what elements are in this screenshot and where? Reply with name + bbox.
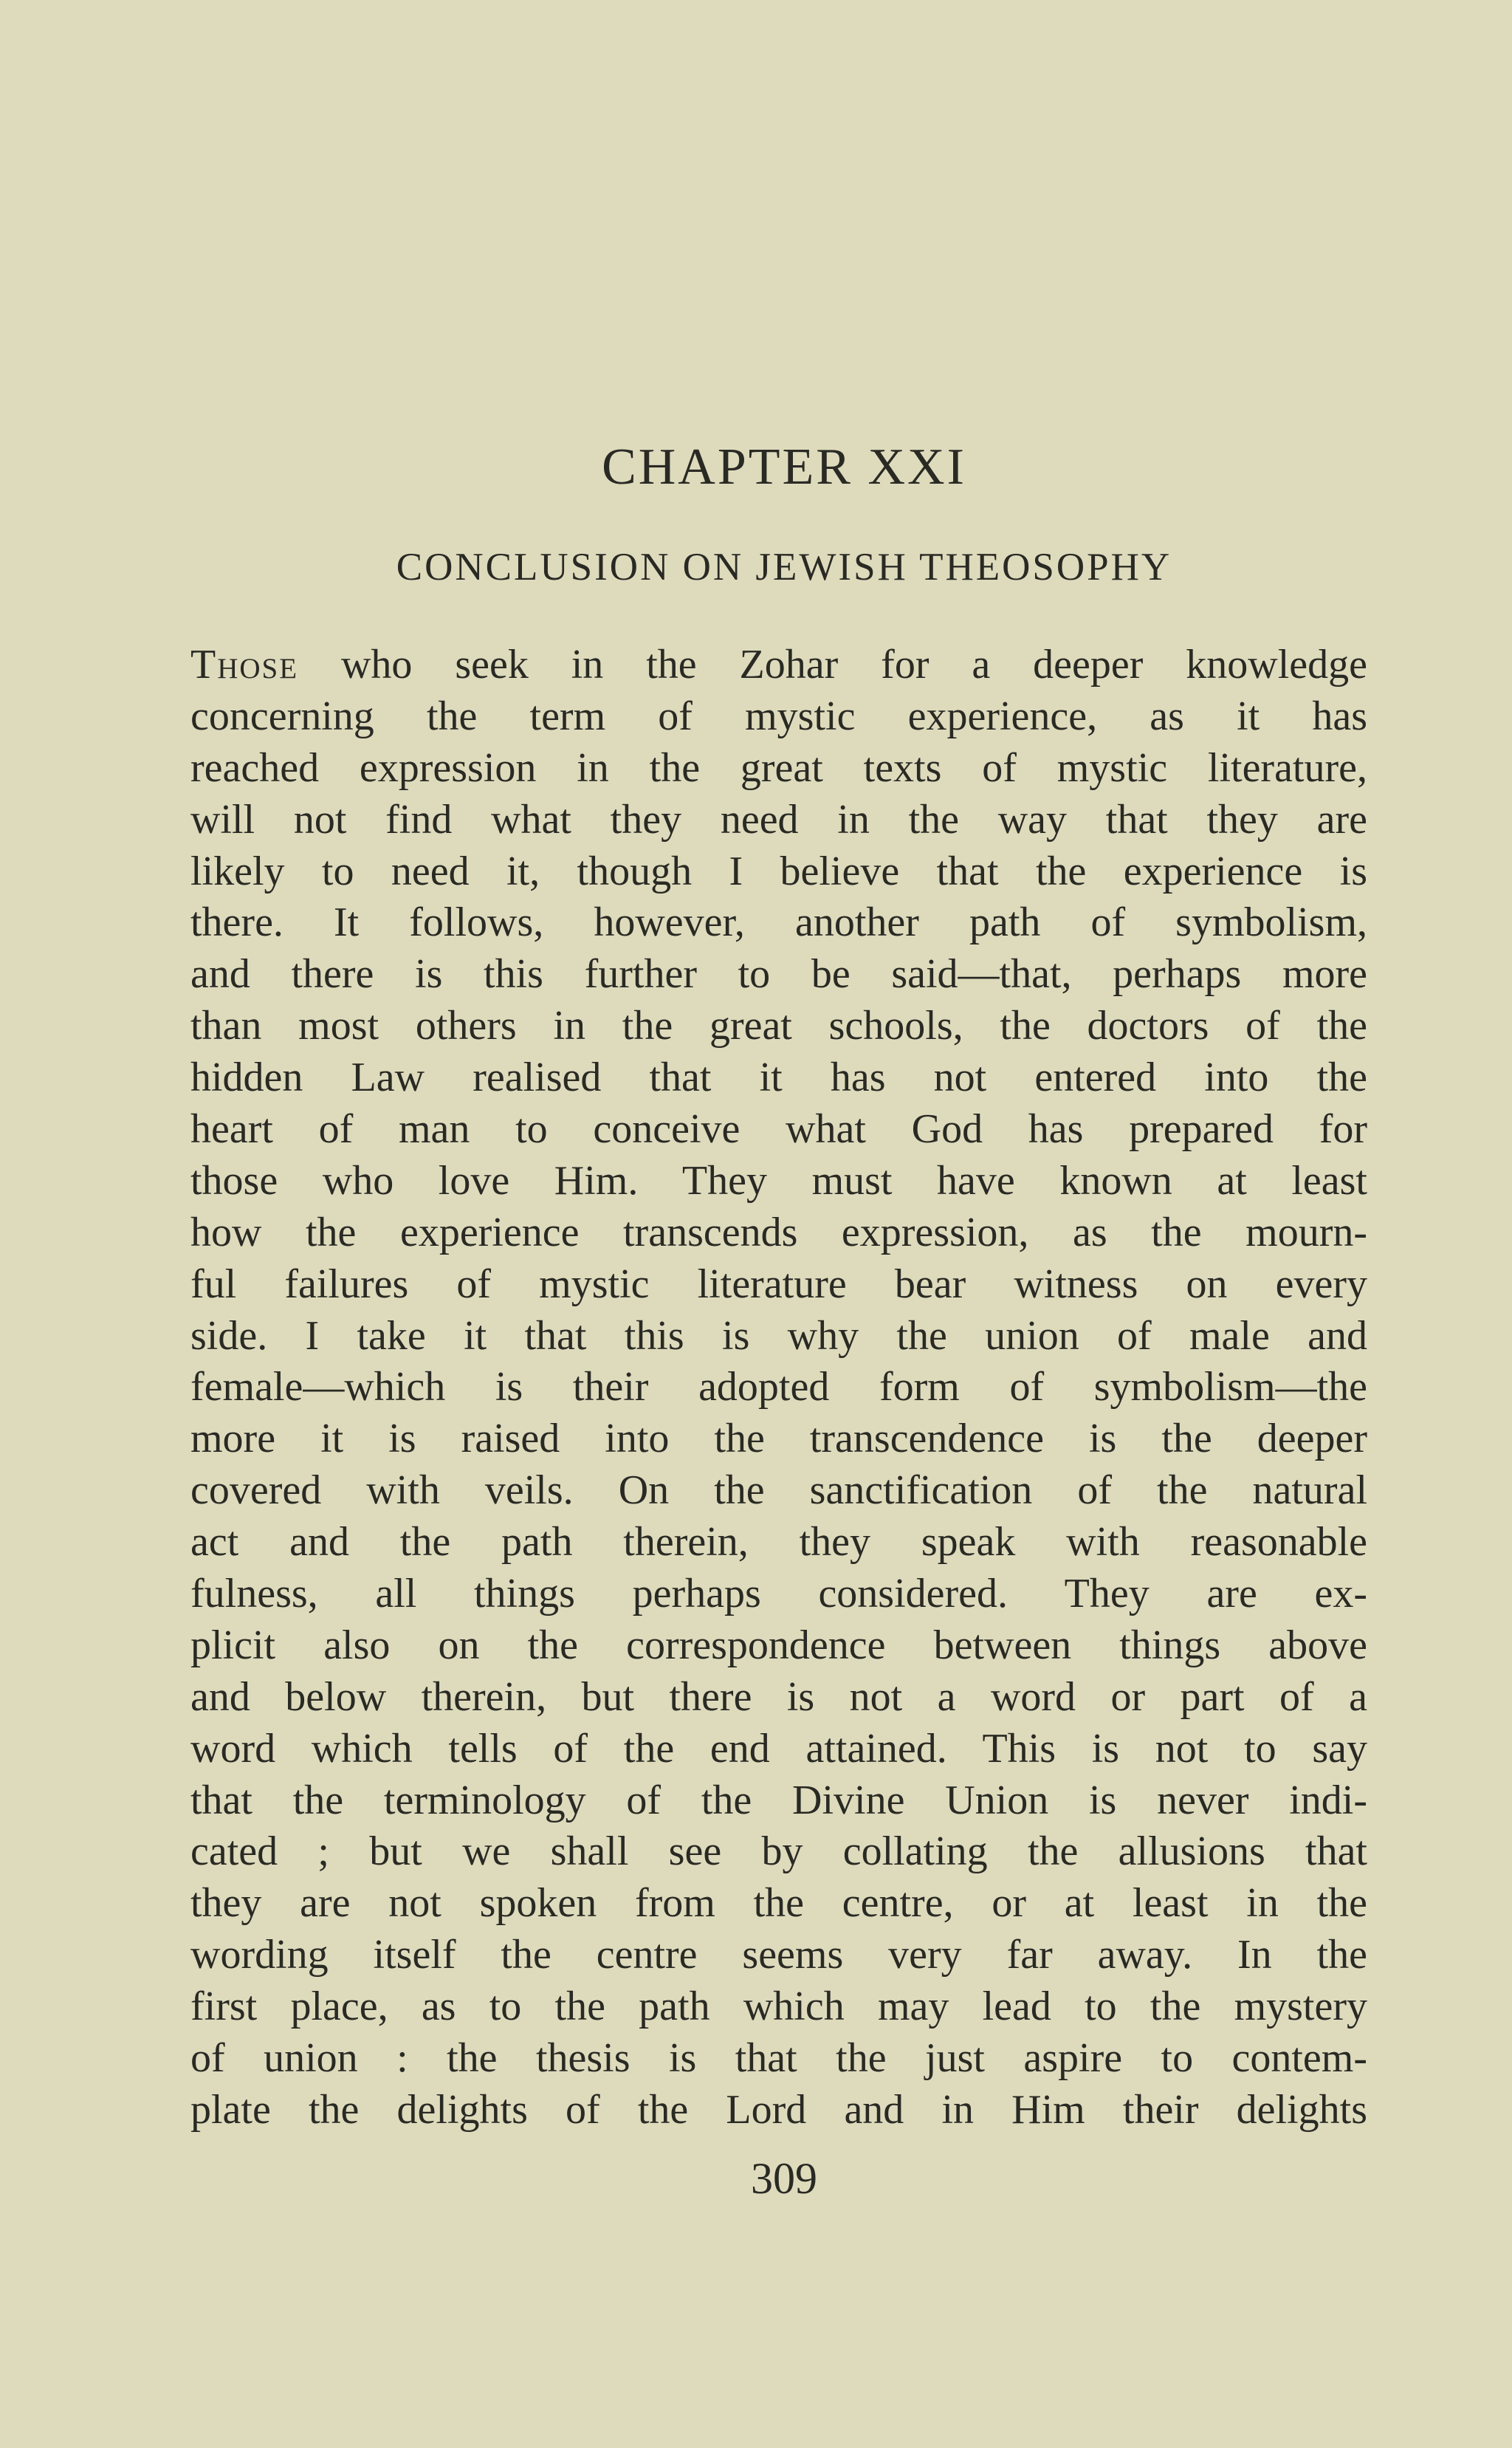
text-line: female—which is their adopted form of symbolism—the: [190, 1364, 1367, 1410]
chapter-title: CHAPTER XXI: [602, 439, 966, 496]
text-line: covered with veils. On the sanctification of the natural: [190, 1467, 1367, 1514]
text-line: than most others in the great schools, the doctors of the: [190, 1003, 1367, 1049]
text-line: that the terminology of the Divine Union is never indi-: [190, 1777, 1367, 1823]
text-line: of union : the thesis is that the just aspire to contem-: [190, 2035, 1367, 2082]
text-line: word which tells of the end attained. This is not to say: [190, 1725, 1367, 1772]
opening-word: Those: [190, 642, 299, 688]
text-line: reached expression in the great texts of mystic literature,: [190, 744, 1367, 791]
text-line: heart of man to conceive what God has prepared for: [190, 1106, 1367, 1153]
text-line: concerning the term of mystic experience, as it has: [190, 693, 1367, 739]
text-line: fulness, all things perhaps considered. They are ex-: [190, 1571, 1367, 1617]
text-line: more it is raised into the transcendence is the deeper: [190, 1416, 1367, 1462]
text-line: first place, as to the path which may lead to the mystery: [190, 1984, 1367, 2030]
chapter-subtitle: CONCLUSION ON JEWISH THEOSOPHY: [396, 546, 1172, 589]
text-line: will not find what they need in the way that they are: [190, 796, 1367, 843]
text-line: plate the delights of the Lord and in Him their delights: [190, 2086, 1367, 2133]
text-line: how the experience transcends expression, as the mourn-: [190, 1209, 1367, 1255]
body-text: [190, 640, 1367, 2136]
text-line: plicit also on the correspondence between things above: [190, 1622, 1367, 1668]
text-line: and there is this further to be said—that, perhaps more: [190, 951, 1367, 998]
text-line: ful failures of mystic literature bear witness on every: [190, 1261, 1367, 1307]
text-line: there. It follows, however, another path of symbolism,: [190, 899, 1367, 946]
text-line: side. I take it that this is why the union of male and: [190, 1312, 1367, 1359]
text-line: hidden Law realised that it has not entered into the: [190, 1055, 1367, 1101]
text-line: likely to need it, though I believe that the experience is: [190, 848, 1367, 894]
text-line: they are not spoken from the centre, or at least in the: [190, 1880, 1367, 1927]
text-line: and below therein, but there is not a word or part of a: [190, 1673, 1367, 1720]
page-number: 309: [751, 2154, 817, 2203]
text-line: cated ; but we shall see by collating the allusions that: [190, 1828, 1367, 1875]
text-line: Those who seek in the Zohar for a deeper knowledge: [190, 642, 1367, 688]
text-line: wording itself the centre seems very far away. In the: [190, 1932, 1367, 1978]
text-line: act and the path therein, they speak with reasonable: [190, 1519, 1367, 1566]
text-line: those who love Him. They must have known at least: [190, 1157, 1367, 1204]
